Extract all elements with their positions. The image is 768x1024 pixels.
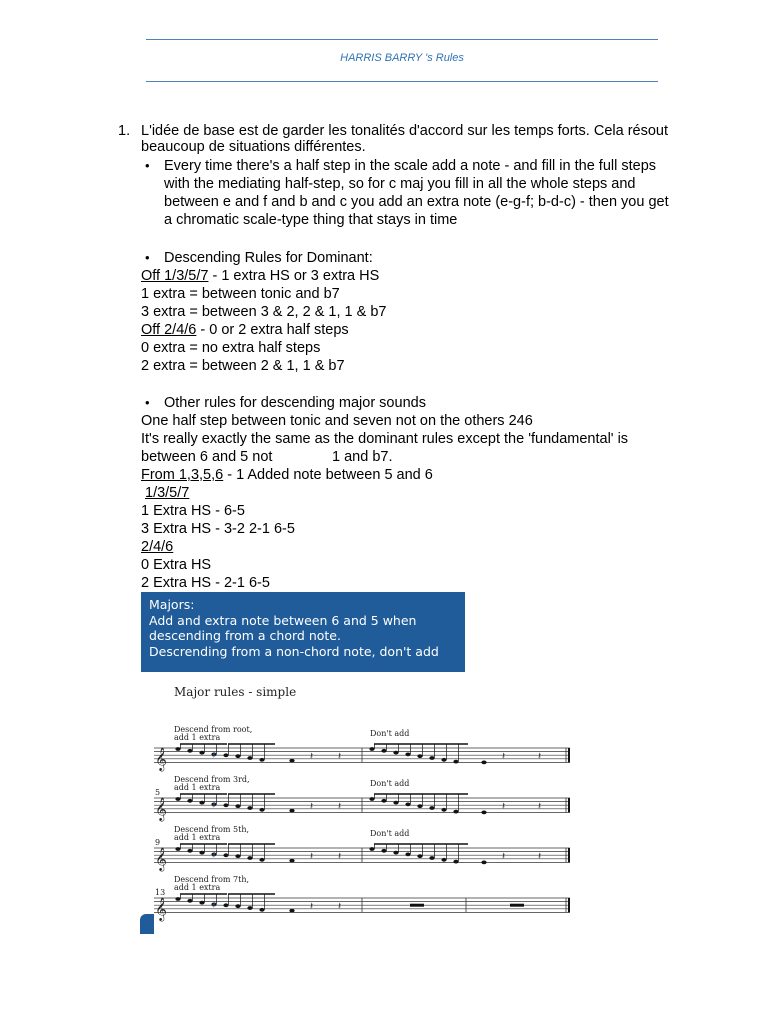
dont-add-label: Don't add — [370, 779, 410, 788]
note-head — [175, 797, 180, 801]
whole-rest-icon — [510, 904, 524, 907]
note-head — [259, 808, 264, 812]
note-head — [223, 903, 228, 907]
rest-icon: 𝄽 — [310, 801, 314, 812]
dominant-line-3: 0 extra = no extra half steps — [141, 340, 321, 356]
quarter-note-head — [481, 811, 486, 815]
note-head — [187, 849, 192, 853]
dominant-off2-label: Off 2/4/6 — [141, 322, 197, 338]
note-head — [187, 799, 192, 803]
major-line-4: 1 Extra HS - 6-5 — [141, 503, 245, 519]
note-head — [417, 854, 422, 858]
note-head — [369, 747, 374, 751]
page-header-title: HARRIS BARRY 's Rules — [340, 52, 464, 64]
intro-line-1: L'idée de base est de garder les tonalités d'accord sur les temps forts. Cela résout — [141, 123, 669, 139]
measure-number: 9 — [155, 838, 161, 847]
rest-icon: 𝄽 — [538, 851, 542, 862]
note-head — [381, 749, 386, 753]
list-number: 1. — [118, 123, 131, 139]
rest-icon: 𝄽 — [310, 901, 314, 912]
bullet-icon: • — [145, 250, 150, 265]
treble-clef-icon: 𝄞 — [155, 896, 167, 921]
note-head — [429, 856, 434, 860]
major-from — [141, 466, 433, 484]
bullet1-line-4: a chromatic scale-type thing that stays in time — [164, 212, 458, 228]
note-head — [405, 803, 410, 807]
whole-rest-icon — [410, 904, 424, 907]
note-head — [441, 808, 446, 812]
header-rule-bottom — [146, 81, 658, 82]
major-line-6: 0 Extra HS — [141, 557, 212, 573]
note-head — [441, 758, 446, 762]
callout-line-4: Descrending from a non-chord note, don't add — [149, 643, 439, 659]
quarter-note-head — [289, 859, 294, 863]
bullet-icon: • — [145, 395, 150, 410]
callout-line-1: Majors: — [149, 597, 195, 612]
rest-icon: 𝄽 — [310, 851, 314, 862]
major-line-5: 3 Extra HS - 3-2 2-1 6-5 — [141, 521, 295, 537]
rest-icon: 𝄽 — [338, 751, 342, 762]
quarter-note-head — [481, 761, 486, 765]
system-label: Descend from 5th, — [174, 825, 250, 834]
major-line-3b: 1 and b7. — [332, 449, 393, 465]
major-line-1: One half step between tonic and seven not on the others 246 — [141, 413, 533, 429]
callout-line-2: Add and extra note between 6 and 5 when — [149, 612, 417, 628]
system-label: Descend from root, — [174, 725, 253, 734]
measure-number: 5 — [155, 788, 161, 797]
sharp-accidental-icon: ♯ — [212, 901, 216, 910]
dont-add-label: Don't add — [370, 829, 410, 838]
bullet1-line-2: with the mediating half-step, so for c maj you fill in all the whole steps and — [164, 176, 636, 192]
rest-icon: 𝄽 — [502, 851, 506, 862]
dominant-off1-label: Off 1/3/5/7 — [141, 268, 209, 284]
system-label: add 1 extra — [174, 783, 221, 792]
bullet1-line-1: Every time there's a half step in the scale add a note - and fill in the full steps — [164, 158, 657, 174]
note-head — [247, 856, 252, 860]
note-head — [235, 754, 240, 758]
note-head — [453, 810, 458, 814]
treble-clef-icon: 𝄞 — [155, 846, 167, 871]
dont-add-label: Don't add — [370, 729, 410, 738]
major-from-label: From 1,3,5,6 — [141, 467, 224, 483]
quarter-note-head — [481, 861, 486, 865]
note-head — [369, 797, 374, 801]
note-head — [235, 804, 240, 808]
note-head — [247, 906, 252, 910]
major-line-3a: between 6 and 5 not — [141, 449, 273, 465]
note-head — [393, 851, 398, 855]
major-from-rest: - 1 Added note between 5 and 6 — [223, 467, 433, 483]
note-head — [199, 901, 204, 905]
quarter-note-head — [289, 909, 294, 913]
rest-icon: 𝄽 — [310, 751, 314, 762]
note-head — [247, 806, 252, 810]
quarter-note-head — [289, 809, 294, 813]
note-head — [441, 858, 446, 862]
dominant-off1-rest: - 1 extra HS or 3 extra HS — [208, 268, 380, 284]
rest-icon: 𝄽 — [502, 801, 506, 812]
note-head — [175, 897, 180, 901]
note-head — [259, 908, 264, 912]
note-head — [453, 860, 458, 864]
sharp-accidental-icon: ♯ — [212, 801, 216, 810]
note-head — [453, 760, 458, 764]
page-corner-marker — [140, 914, 154, 934]
note-head — [393, 751, 398, 755]
note-head — [429, 756, 434, 760]
rest-icon: 𝄽 — [538, 801, 542, 812]
bullet-icon: • — [145, 158, 150, 173]
bullet3-heading: Other rules for descending major sounds — [164, 395, 426, 411]
callout-line-3: descending from a chord note. — [149, 628, 341, 643]
rest-icon: 𝄽 — [338, 901, 342, 912]
system-label: add 1 extra — [174, 833, 221, 842]
rest-icon: 𝄽 — [502, 751, 506, 762]
note-head — [381, 799, 386, 803]
note-head — [259, 758, 264, 762]
bullet2-heading: Descending Rules for Dominant: — [164, 250, 373, 266]
dominant-line-2: 3 extra = between 3 & 2, 2 & 1, 1 & b7 — [141, 304, 387, 320]
header-rule-top — [146, 39, 658, 40]
rest-icon: 𝄽 — [338, 801, 342, 812]
dominant-off2-rest: - 0 or 2 extra half steps — [196, 322, 349, 338]
sharp-accidental-icon: ♯ — [212, 851, 216, 860]
system-label: Descend from 3rd, — [174, 775, 250, 784]
major-group-2: 2/4/6 — [141, 539, 174, 555]
note-head — [187, 899, 192, 903]
note-head — [417, 754, 422, 758]
score-title: Major rules - simple — [174, 685, 297, 699]
system-label: add 1 extra — [174, 733, 221, 742]
rest-icon: 𝄽 — [338, 851, 342, 862]
treble-clef-icon: 𝄞 — [155, 746, 167, 771]
note-head — [235, 854, 240, 858]
sharp-accidental-icon: ♯ — [212, 751, 216, 760]
note-head — [187, 749, 192, 753]
majors-callout-box — [141, 592, 465, 672]
rest-icon: 𝄽 — [538, 751, 542, 762]
note-head — [429, 806, 434, 810]
treble-clef-icon: 𝄞 — [155, 796, 167, 821]
note-head — [381, 849, 386, 853]
note-head — [223, 853, 228, 857]
note-head — [199, 851, 204, 855]
bullet1-line-3: between e and f and b and c you add an extra note (e-g-f; b-d-c) - then you get — [164, 194, 669, 210]
major-group-1: 1/3/5/7 — [145, 485, 190, 501]
system-label: Descend from 7th, — [174, 875, 250, 884]
note-head — [199, 751, 204, 755]
note-head — [417, 804, 422, 808]
major-line-2: It's really exactly the same as the dominant rules except the 'fundamental' is — [141, 431, 629, 447]
dominant-line-4: 2 extra = between 2 & 1, 1 & b7 — [141, 358, 345, 374]
note-head — [393, 801, 398, 805]
note-head — [405, 753, 410, 757]
note-head — [199, 801, 204, 805]
dominant-off2 — [141, 321, 349, 339]
note-head — [247, 756, 252, 760]
intro-line-2: beaucoup de situations différentes. — [141, 139, 366, 155]
dominant-line-1: 1 extra = between tonic and b7 — [141, 286, 340, 302]
note-head — [259, 858, 264, 862]
note-head — [369, 847, 374, 851]
major-line-7: 2 Extra HS - 2-1 6-5 — [141, 575, 270, 591]
quarter-note-head — [289, 759, 294, 763]
system-label: add 1 extra — [174, 883, 221, 892]
note-head — [223, 803, 228, 807]
music-score-image — [140, 680, 576, 940]
note-head — [405, 853, 410, 857]
dominant-off1 — [141, 267, 379, 285]
note-head — [223, 753, 228, 757]
measure-number: 13 — [155, 888, 166, 897]
note-head — [175, 747, 180, 751]
note-head — [235, 904, 240, 908]
note-head — [175, 847, 180, 851]
